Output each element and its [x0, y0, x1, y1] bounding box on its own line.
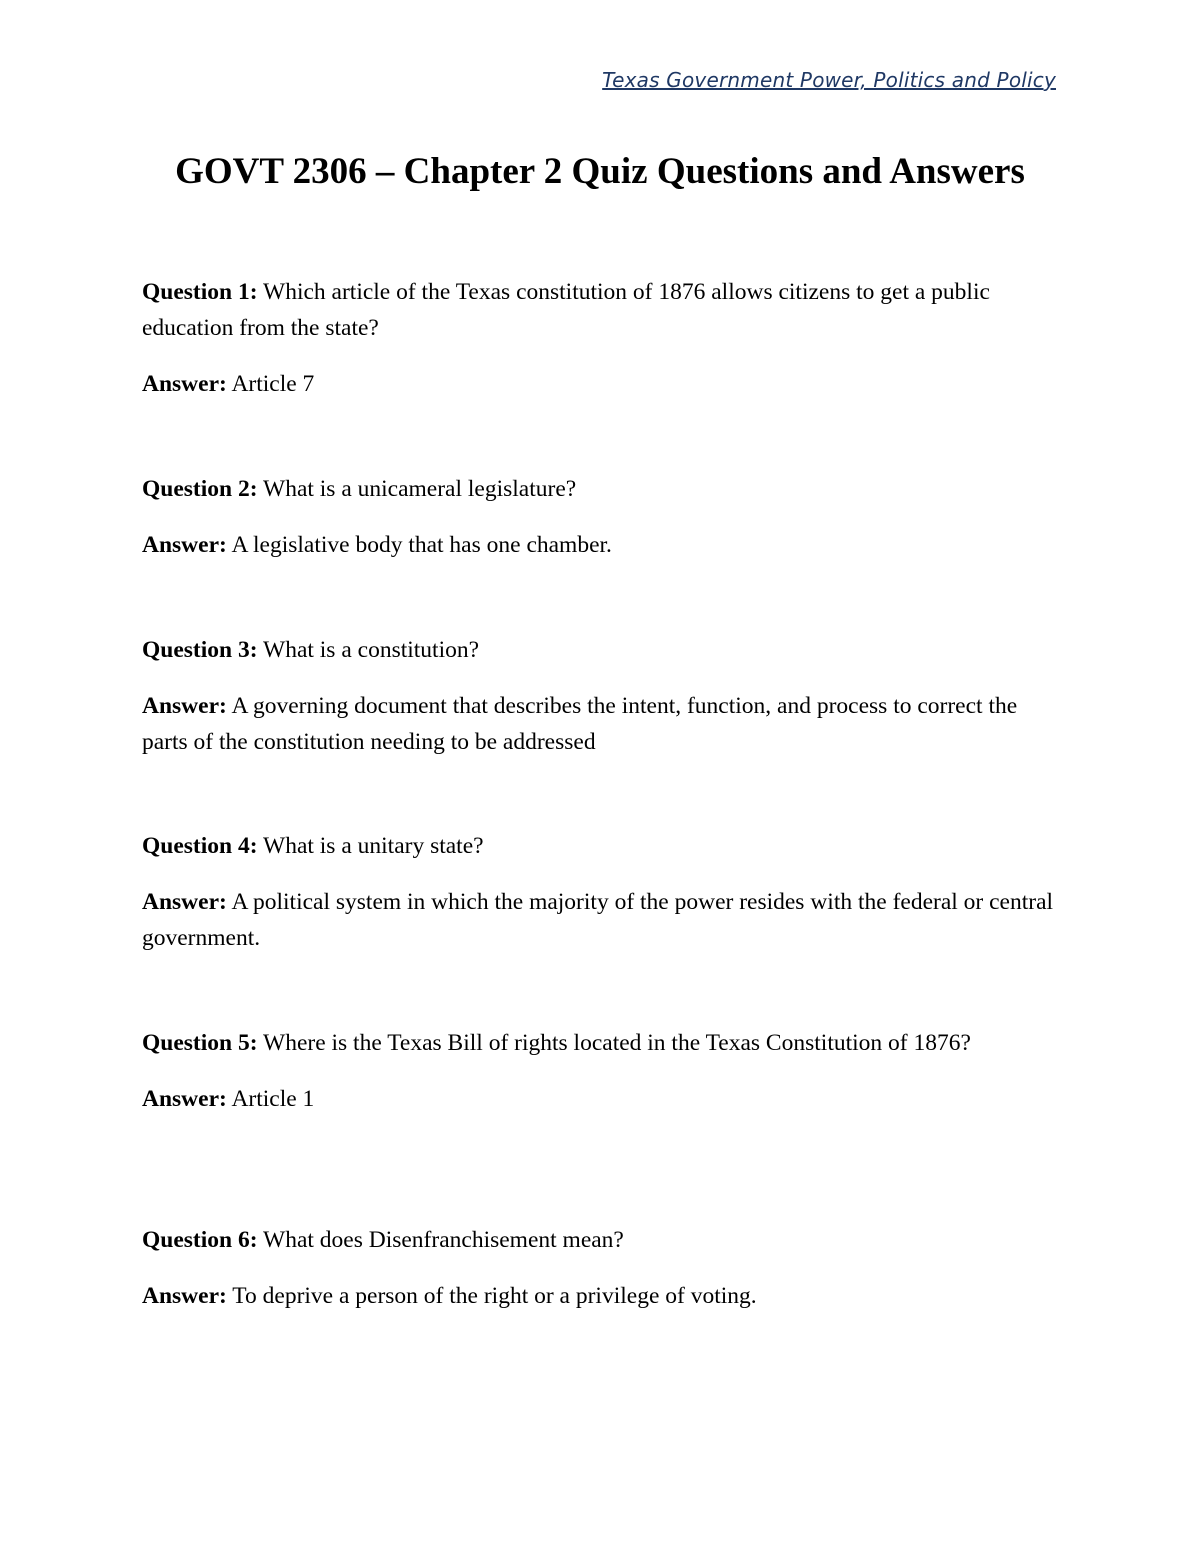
running-header: Texas Government Power, Politics and Policy	[602, 68, 1056, 92]
answer-3	[142, 688, 1062, 760]
answer-2	[142, 527, 1062, 563]
qa-item-6	[142, 1222, 1062, 1314]
question-label: Question 2:	[142, 476, 258, 502]
question-5	[142, 1025, 1062, 1061]
question-label: Question 1:	[142, 279, 258, 305]
answer-text: A legislative body that has one chamber.	[231, 532, 612, 558]
question-text: What is a unitary state?	[263, 833, 484, 859]
document-title: GOVT 2306 – Chapter 2 Quiz Questions and Answers	[175, 151, 1025, 192]
question-text: Where is the Texas Bill of rights located in the Texas Constitution of 1876?	[263, 1030, 971, 1056]
answer-text: Article 1	[231, 1086, 315, 1112]
answer-6	[142, 1278, 1062, 1314]
question-text: What is a constitution?	[263, 637, 480, 663]
question-2	[142, 471, 1062, 507]
question-3	[142, 632, 1062, 668]
answer-label: Answer:	[142, 1086, 227, 1112]
question-label: Question 4:	[142, 833, 258, 859]
qa-item-1	[142, 274, 1062, 402]
answer-4	[142, 884, 1062, 956]
answer-label: Answer:	[142, 889, 227, 915]
qa-item-2	[142, 471, 1062, 563]
answer-5	[142, 1081, 1062, 1117]
question-1	[142, 274, 1062, 346]
answer-label: Answer:	[142, 1283, 227, 1309]
qa-item-3	[142, 632, 1062, 760]
question-label: Question 5:	[142, 1030, 258, 1056]
answer-text: To deprive a person of the right or a privilege of voting.	[232, 1283, 757, 1309]
answer-label: Answer:	[142, 371, 227, 397]
answer-label: Answer:	[142, 693, 227, 719]
question-label: Question 6:	[142, 1227, 258, 1253]
question-4	[142, 828, 1062, 864]
question-6	[142, 1222, 1062, 1258]
qa-item-4	[142, 828, 1062, 956]
answer-text: Article 7	[231, 371, 315, 397]
question-label: Question 3:	[142, 637, 258, 663]
answer-1	[142, 366, 1062, 402]
qa-item-5	[142, 1025, 1062, 1117]
question-text: What does Disenfranchisement mean?	[263, 1227, 624, 1253]
question-text: Which article of the Texas constitution of 1876 allows citizens to get a public education from the state?	[142, 279, 990, 341]
answer-label: Answer:	[142, 532, 227, 558]
question-text: What is a unicameral legislature?	[263, 476, 577, 502]
answer-text: A political system in which the majority of the power resides with the federal or central government.	[142, 889, 1054, 951]
answer-text: A governing document that describes the intent, function, and process to correct the parts of the constitution needing to be addressed	[142, 693, 1018, 755]
